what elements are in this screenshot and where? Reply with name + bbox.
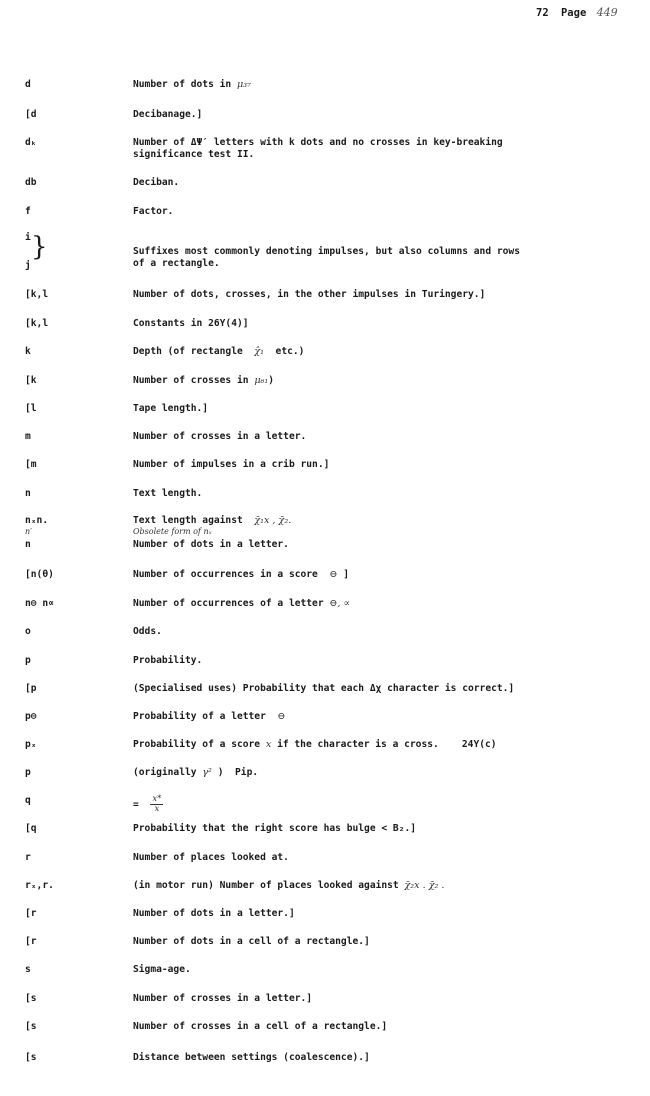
math-annotation: ⊖ (277, 711, 286, 722)
definition-text: if the character is a cross. 24Y(c) (277, 739, 497, 750)
entry-symbol: p (25, 655, 31, 666)
entry-definition: Number of impulses in a crib run.] (133, 459, 330, 470)
math-annotation: μ₆₁ (254, 375, 269, 386)
entry-symbol: [n(θ) (25, 569, 54, 580)
entry-definition (133, 711, 613, 723)
definition-text: Probability of a letter (133, 711, 266, 722)
entry-symbol: nₓn. (25, 515, 49, 526)
definition-text: etc.) (275, 346, 305, 357)
entry-definition: (Specialised uses) Probability that each Δχ character is correct.] (133, 683, 515, 694)
math-annotation: χ̄₁x , χ̄₂. (254, 515, 292, 526)
entry-symbol: n (25, 488, 31, 499)
entry-symbol: n′ (25, 527, 32, 536)
definition-text: Depth (of rectangle (133, 346, 243, 357)
entry-definition: Probability that the right score has bulge < B₂.] (133, 823, 417, 834)
page-number-typed: 72 (536, 7, 549, 19)
entry-symbol: p⊖ (25, 711, 37, 722)
entry-symbol: d (25, 79, 31, 90)
entry-definition (133, 79, 613, 91)
entry-symbol: pₓ (25, 739, 37, 750)
entry-definition: Number of crosses in a cell of a rectangle.] (133, 1021, 388, 1032)
definition-line: significance test II. (133, 149, 255, 160)
entry-symbol: [l (25, 403, 37, 414)
math-annotation: γ² (202, 767, 212, 778)
entry-definition: Constants in 26Y(4)] (133, 318, 249, 329)
entry-definition (133, 569, 613, 581)
entry-symbol: i (25, 232, 31, 243)
entry-definition: Sigma-age. (133, 964, 191, 975)
definition-line: Suffixes most commonly denoting impulses, but also columns and rows (133, 246, 520, 257)
definition-text: Number of occurrences in a score (133, 569, 318, 580)
math-annotation: χ̂₁ (254, 346, 264, 357)
entry-symbol: n (25, 539, 31, 550)
entry-definition: Number of crosses in a letter. (133, 431, 307, 442)
handwritten-note: Obsolete form of nₓ (133, 527, 212, 536)
entry-symbol: o (25, 626, 31, 637)
entry-definition: Probability. (133, 655, 203, 666)
definition-text: Number of crosses in (133, 375, 249, 386)
entry-definition (133, 246, 613, 270)
page-number-handwritten: 449 (596, 6, 618, 19)
entry-definition: Factor. (133, 206, 174, 217)
entry-symbol: [k (25, 375, 37, 386)
entry-definition: Decibanage.] (133, 109, 203, 120)
fraction-denominator: x (154, 804, 160, 814)
entry-definition (133, 375, 613, 387)
definition-text: ) Pip. (217, 767, 259, 778)
definition-line: of a rectangle. (133, 258, 220, 269)
entry-definition: Tape length.] (133, 403, 209, 414)
math-annotation: χ̄₂x . χ̄₂ . (404, 880, 445, 891)
entry-symbol: [k,l (25, 289, 49, 300)
entry-definition (133, 795, 613, 814)
entry-symbol: q (25, 795, 31, 806)
entry-definition: Number of dots, crosses, in the other impulses in Turingery.] (133, 289, 486, 300)
entry-definition (133, 880, 613, 892)
entry-definition: Deciban. (133, 177, 180, 188)
entry-definition (133, 346, 613, 358)
math-annotation: x (265, 739, 272, 750)
entry-definition: Number of crosses in a letter.] (133, 993, 313, 1004)
entry-definition: Number of dots in a letter. (133, 539, 289, 550)
definition-text: Text length against (133, 515, 243, 526)
definition-line: Number of ΔΨ′ letters with k dots and no crosses in key-breaking (133, 137, 503, 148)
definition-text: (originally (133, 767, 197, 778)
entry-definition: Number of places looked at. (133, 852, 289, 863)
entry-symbol: s (25, 964, 31, 975)
entry-definition (133, 137, 613, 161)
entry-definition: Text length. (133, 488, 203, 499)
definition-text: Number of dots in (133, 79, 232, 90)
entry-definition (133, 598, 613, 610)
math-annotation: μ₃₇ (236, 79, 251, 90)
definition-text: = (133, 799, 139, 811)
entry-symbol: m (25, 431, 31, 442)
entry-symbol: [r (25, 908, 37, 919)
page-label: Page (560, 7, 587, 19)
fraction-numerator: x* (152, 794, 162, 804)
entry-symbol: [s (25, 1021, 37, 1032)
entry-definition (133, 767, 613, 779)
entry-symbol: [s (25, 993, 37, 1004)
entry-symbol: n⊖ n∝ (25, 598, 54, 609)
entry-definition (133, 739, 613, 751)
entry-symbol: [s (25, 1052, 37, 1063)
entry-symbol: r (25, 852, 31, 863)
fraction (150, 795, 163, 814)
definition-text: Probability of a score (133, 739, 261, 750)
entry-definition: Number of dots in a cell of a rectangle.] (133, 936, 370, 947)
entry-symbol: [k,l (25, 318, 49, 329)
entry-symbol: [p (25, 683, 37, 694)
entry-symbol: dₖ (25, 137, 37, 148)
entry-definition: Distance between settings (coalescence).] (133, 1052, 370, 1063)
entry-symbol: k (25, 346, 31, 357)
entry-definition: Odds. (133, 626, 162, 637)
entry-symbol: [d (25, 109, 37, 120)
math-annotation: ⊖, ∝ (329, 598, 351, 609)
definition-text: (in motor run) Number of places looked against (133, 880, 399, 891)
entry-definition (133, 515, 613, 527)
entry-symbol: [r (25, 936, 37, 947)
entry-symbol: p (25, 767, 31, 778)
entry-symbol: f (25, 206, 31, 217)
entry-symbol: j (25, 260, 31, 271)
entry-symbol: [m (25, 459, 37, 470)
definition-text: ] (343, 569, 350, 580)
entry-definition: Number of dots in a letter.] (133, 908, 295, 919)
definition-text: Number of occurrences of a letter (133, 598, 324, 609)
math-annotation: ⊖ (329, 569, 338, 580)
entry-symbol: db (25, 177, 37, 188)
definition-text: ) (268, 375, 275, 386)
page-header (536, 6, 618, 19)
entry-symbol: [q (25, 823, 37, 834)
entry-symbol: rₓ,r. (25, 880, 54, 891)
brace-symbol: } (31, 232, 48, 262)
glossary-entry (0, 232, 650, 276)
